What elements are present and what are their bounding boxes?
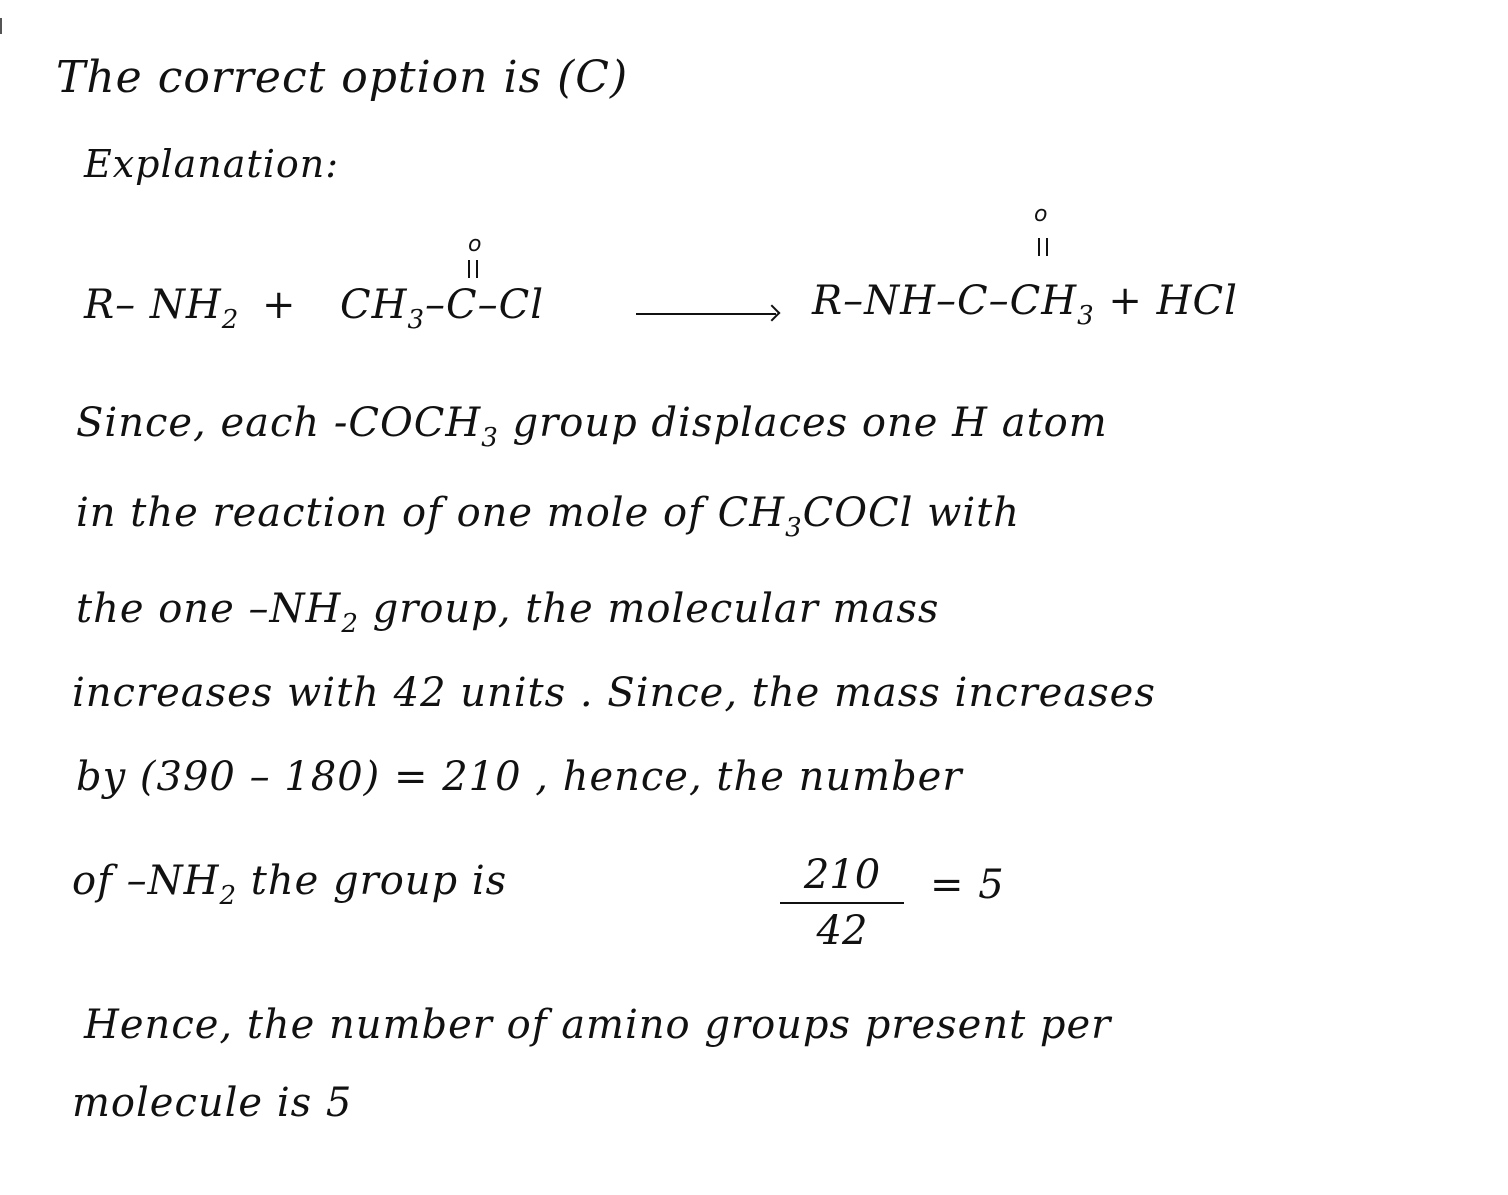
- paragraph-line-6: [72, 858, 507, 911]
- carbonyl-oxygen-product: o: [1034, 202, 1049, 227]
- line6-subscript: 2: [219, 881, 238, 911]
- fraction-denominator: 42: [816, 908, 868, 954]
- reactant-acetyl-chloride: [340, 282, 544, 335]
- line6-part-a: of –NH: [72, 858, 220, 904]
- paragraph-line-1: [76, 400, 1108, 453]
- line2-part-a: in the reaction of one mole of CH: [76, 490, 786, 536]
- double-bond-reactant: [468, 260, 478, 278]
- carbonyl-oxygen-reactant: o: [468, 232, 483, 257]
- paragraph-line-3: [76, 586, 939, 639]
- amine-subscript: 2: [221, 305, 240, 335]
- amide-formula: R–NH–C–CH: [812, 278, 1078, 324]
- acyl-subscript: 3: [407, 305, 426, 335]
- fraction-bar: [780, 902, 904, 904]
- reactant-amine: [84, 282, 239, 335]
- acyl-chain: –C–Cl: [425, 282, 545, 328]
- line1-subscript: 3: [481, 423, 499, 453]
- paragraph-line-4: increases with 42 units . Since, the mass increases: [72, 670, 1156, 716]
- line1-part-b: group displaces one H atom: [498, 400, 1108, 446]
- product-amide: [812, 278, 1238, 331]
- paragraph-line-5: by (390 – 180) = 210 , hence, the number: [76, 754, 963, 800]
- fraction-result: = 5: [930, 862, 1005, 908]
- line3-subscript: 2: [341, 609, 359, 639]
- line1-part-a: Since, each -COCH: [76, 400, 482, 446]
- plus-sign: +: [262, 282, 297, 328]
- scan-edge-mark: [0, 18, 2, 34]
- fraction-numerator: 210: [803, 852, 881, 898]
- line3-part-a: the one –NH: [76, 586, 342, 632]
- line2-part-b: COCl with: [802, 490, 1021, 536]
- conclusion-line-2: molecule is 5: [72, 1080, 353, 1126]
- explanation-heading: Explanation:: [84, 142, 340, 186]
- conclusion-line-1: Hence, the number of amino groups present per: [84, 1002, 1112, 1048]
- amide-subscript: 3: [1077, 301, 1095, 331]
- double-bond-product: [1038, 238, 1048, 256]
- paragraph-line-2: [76, 490, 1020, 543]
- line3-part-b: group, the molecular mass: [358, 586, 940, 632]
- hcl-byproduct: + HCl: [1108, 278, 1238, 324]
- answer-line: The correct option is (C): [56, 52, 629, 103]
- reaction-arrow: [636, 313, 776, 315]
- line2-subscript: 3: [785, 513, 803, 543]
- acyl-methyl: CH: [340, 282, 408, 328]
- amine-formula: R– NH: [84, 282, 222, 328]
- fraction: [780, 850, 904, 954]
- line6-part-b: the group is: [237, 858, 508, 904]
